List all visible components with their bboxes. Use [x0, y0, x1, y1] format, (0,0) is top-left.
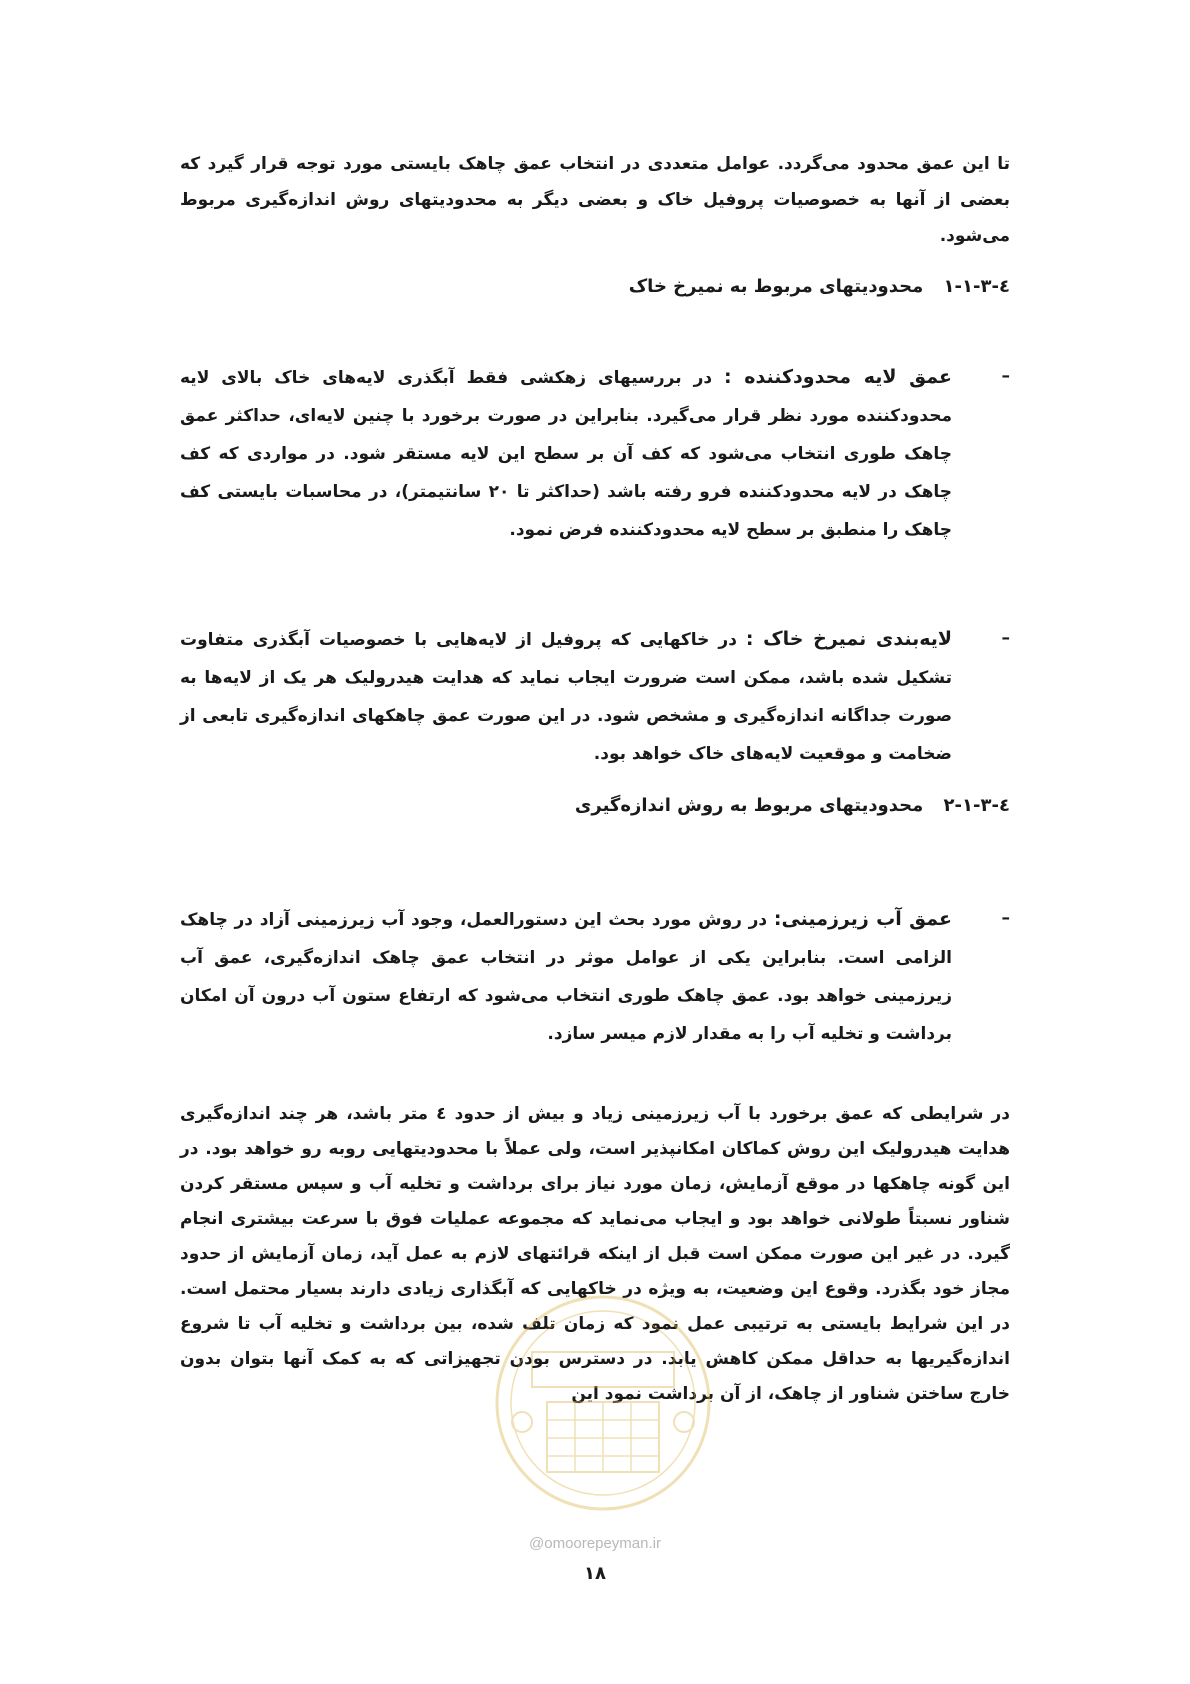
section-heading-2: [180, 795, 1010, 816]
list-item: [180, 900, 1010, 1053]
list-item: [180, 620, 1010, 773]
list-item-term: عمق آب زیرزمینی:: [773, 908, 953, 930]
section-number: ٤-٣-١-١: [943, 276, 1010, 297]
main-paragraph: در شرایطی که عمق برخورد با آب زیرزمینی زیاد و بیش از حدود ٤ متر باشد، هر چند اندازه‌گیری هدایت هیدرولیک این روش کماکان امکانپذیر است، ولی عملاً با محدودیتهایی روبه رو خواهد بود. در این گونه چاهکها در موقع آزمایش، زمان مورد نیاز برای برداشت و تخلیه آب و سپس مستقر کردن شناور نسبتاً طولانی خواهد بود و ایجاب می‌نماید که مجموعه عملیات فوق با سرعت بیشتری انجام گیرد. در غیر این صورت ممکن است قبل از اینکه قرائتهای لازم به عمل آید، زمان آزمایش از حدود مجاز خود بگذرد. وقوع این وضعیت، به ویژه در خاکهایی که آبگذاری زیادی دارند بسیار محتمل است. در این شرایط بایستی به ترتیبی عمل نمود که زمان تلف شده، بین برداشت و تخلیه آب تا شروع اندازه‌گیریها به حداقل ممکن کاهش یابد. در دسترس بودن تجهیزاتی که به کمک آنها بتوان بدون خارج ساختن شناور از چاهک، از آن برداشت نمود این: [180, 1104, 1011, 1404]
list-item: [180, 358, 1010, 549]
page-number: ١٨: [584, 1563, 606, 1584]
section-heading-1: [180, 276, 1010, 297]
bullet-dash: –: [1001, 628, 1010, 648]
list-item-body: [180, 900, 952, 1053]
section-title: محدودیتهای مربوط به روش اندازه‌گیری: [574, 795, 924, 816]
list-item-body: [180, 620, 952, 773]
bullet-dash: –: [1001, 366, 1010, 386]
bullet-dash: –: [1001, 908, 1010, 928]
list-item-text: در روش مورد بحث این دستورالعمل، وجود آب زیرزمینی آزاد در چاهک الزامی است. بنابراین یکی از عوامل موثر در انتخاب عمق چاهک اندازه‌گیری، عمق آب زیرزمینی خواهد بود. عمق چاهک طوری انتخاب می‌شود که ارتفاع ستون آب درون آن امکان برداشت و تخلیه آب را به مقدار لازم میسر سازد.: [180, 910, 952, 1044]
seal-logo-icon: [492, 1292, 714, 1514]
list-item-term: لایه‌بندی نمیرخ خاک :: [745, 628, 953, 650]
watermark-site-text: @omoorepeyman.ir: [529, 1535, 661, 1552]
intro-paragraph: تا این عمق محدود می‌گردد. عوامل متعددی در انتخاب عمق چاهک بایستی مورد توجه قرار گیرد که بعضی از آنها به خصوصیات پروفیل خاک و بعضی دیگر به محدودیتهای روش اندازه‌گیری مربوط می‌شود.: [180, 154, 1010, 246]
list-item-term: عمق لایه محدودکننده :: [724, 366, 952, 388]
section-number: ٤-٣-١-٢: [943, 795, 1010, 816]
list-item-body: [180, 358, 952, 549]
list-item-text: در بررسیهای زهکشی فقط آبگذری لایه‌های خاک بالای لایه محدودکننده مورد نظر قرار می‌گیرد. بنابراین در صورت برخورد با چنین لایه‌ای، حداکثر عمق چاهک طوری انتخاب می‌شود که کف آن بر سطح این لایه مستقر شود. در مواردی که کف چاهک در لایه محدودکننده فرو رفته باشد (حداکثر تا ٢٠ سانتیمتر)، در محاسبات بایستی کف چاهک را منطبق بر سطح لایه محدودکننده فرض نمود.: [180, 368, 953, 540]
section-title: محدودیتهای مربوط به نمیرخ خاک: [628, 276, 924, 297]
list-item-text: در خاکهایی که پروفیل از لایه‌هایی با خصوصیات آبگذری متفاوت تشکیل شده باشد، ممکن است ضرورت ایجاب نماید که هدایت هیدرولیک هر یک از لایه‌ها به صورت جداگانه اندازه‌گیری و مشخص شود. در این صورت عمق چاهکهای اندازه‌گیری تابعی از ضخامت و موقعیت لایه‌های خاک خواهد بود.: [180, 630, 952, 764]
